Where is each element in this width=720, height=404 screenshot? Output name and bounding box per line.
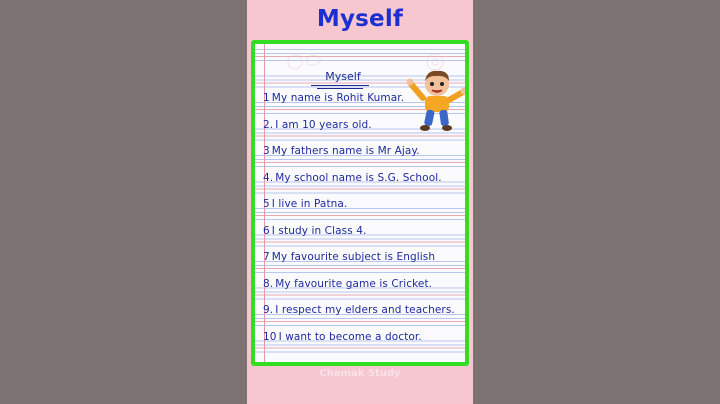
video-title: Myself <box>316 6 404 32</box>
list-item: 6 I study in Class 4. <box>263 225 367 237</box>
cartoon-boy-icon <box>405 64 465 136</box>
list-item: 4. My school name is S.G. School. <box>263 172 442 184</box>
list-item: 8. My favourite game is Cricket. <box>263 278 433 290</box>
list-item: 1 My name is Rohit Kumar. <box>263 92 405 104</box>
list-item: 9. I respect my elders and teachers. <box>263 304 455 316</box>
list-item: 10 I want to become a doctor. <box>263 331 422 343</box>
list-item: 3 My fathers name is Mr Ajay. <box>263 145 420 157</box>
page-heading: Myself <box>325 70 361 83</box>
list-item: 5 I live in Patna. <box>263 198 348 210</box>
video-panel <box>247 0 473 404</box>
channel-watermark: Chamak Study <box>319 368 401 379</box>
notebook-page <box>255 44 465 362</box>
list-item: 7 My favourite subject is English <box>263 251 436 263</box>
green-frame <box>251 40 469 366</box>
list-item: 2. I am 10 years old. <box>263 119 372 131</box>
heading-underline <box>311 85 369 86</box>
heading-underline <box>317 88 363 89</box>
